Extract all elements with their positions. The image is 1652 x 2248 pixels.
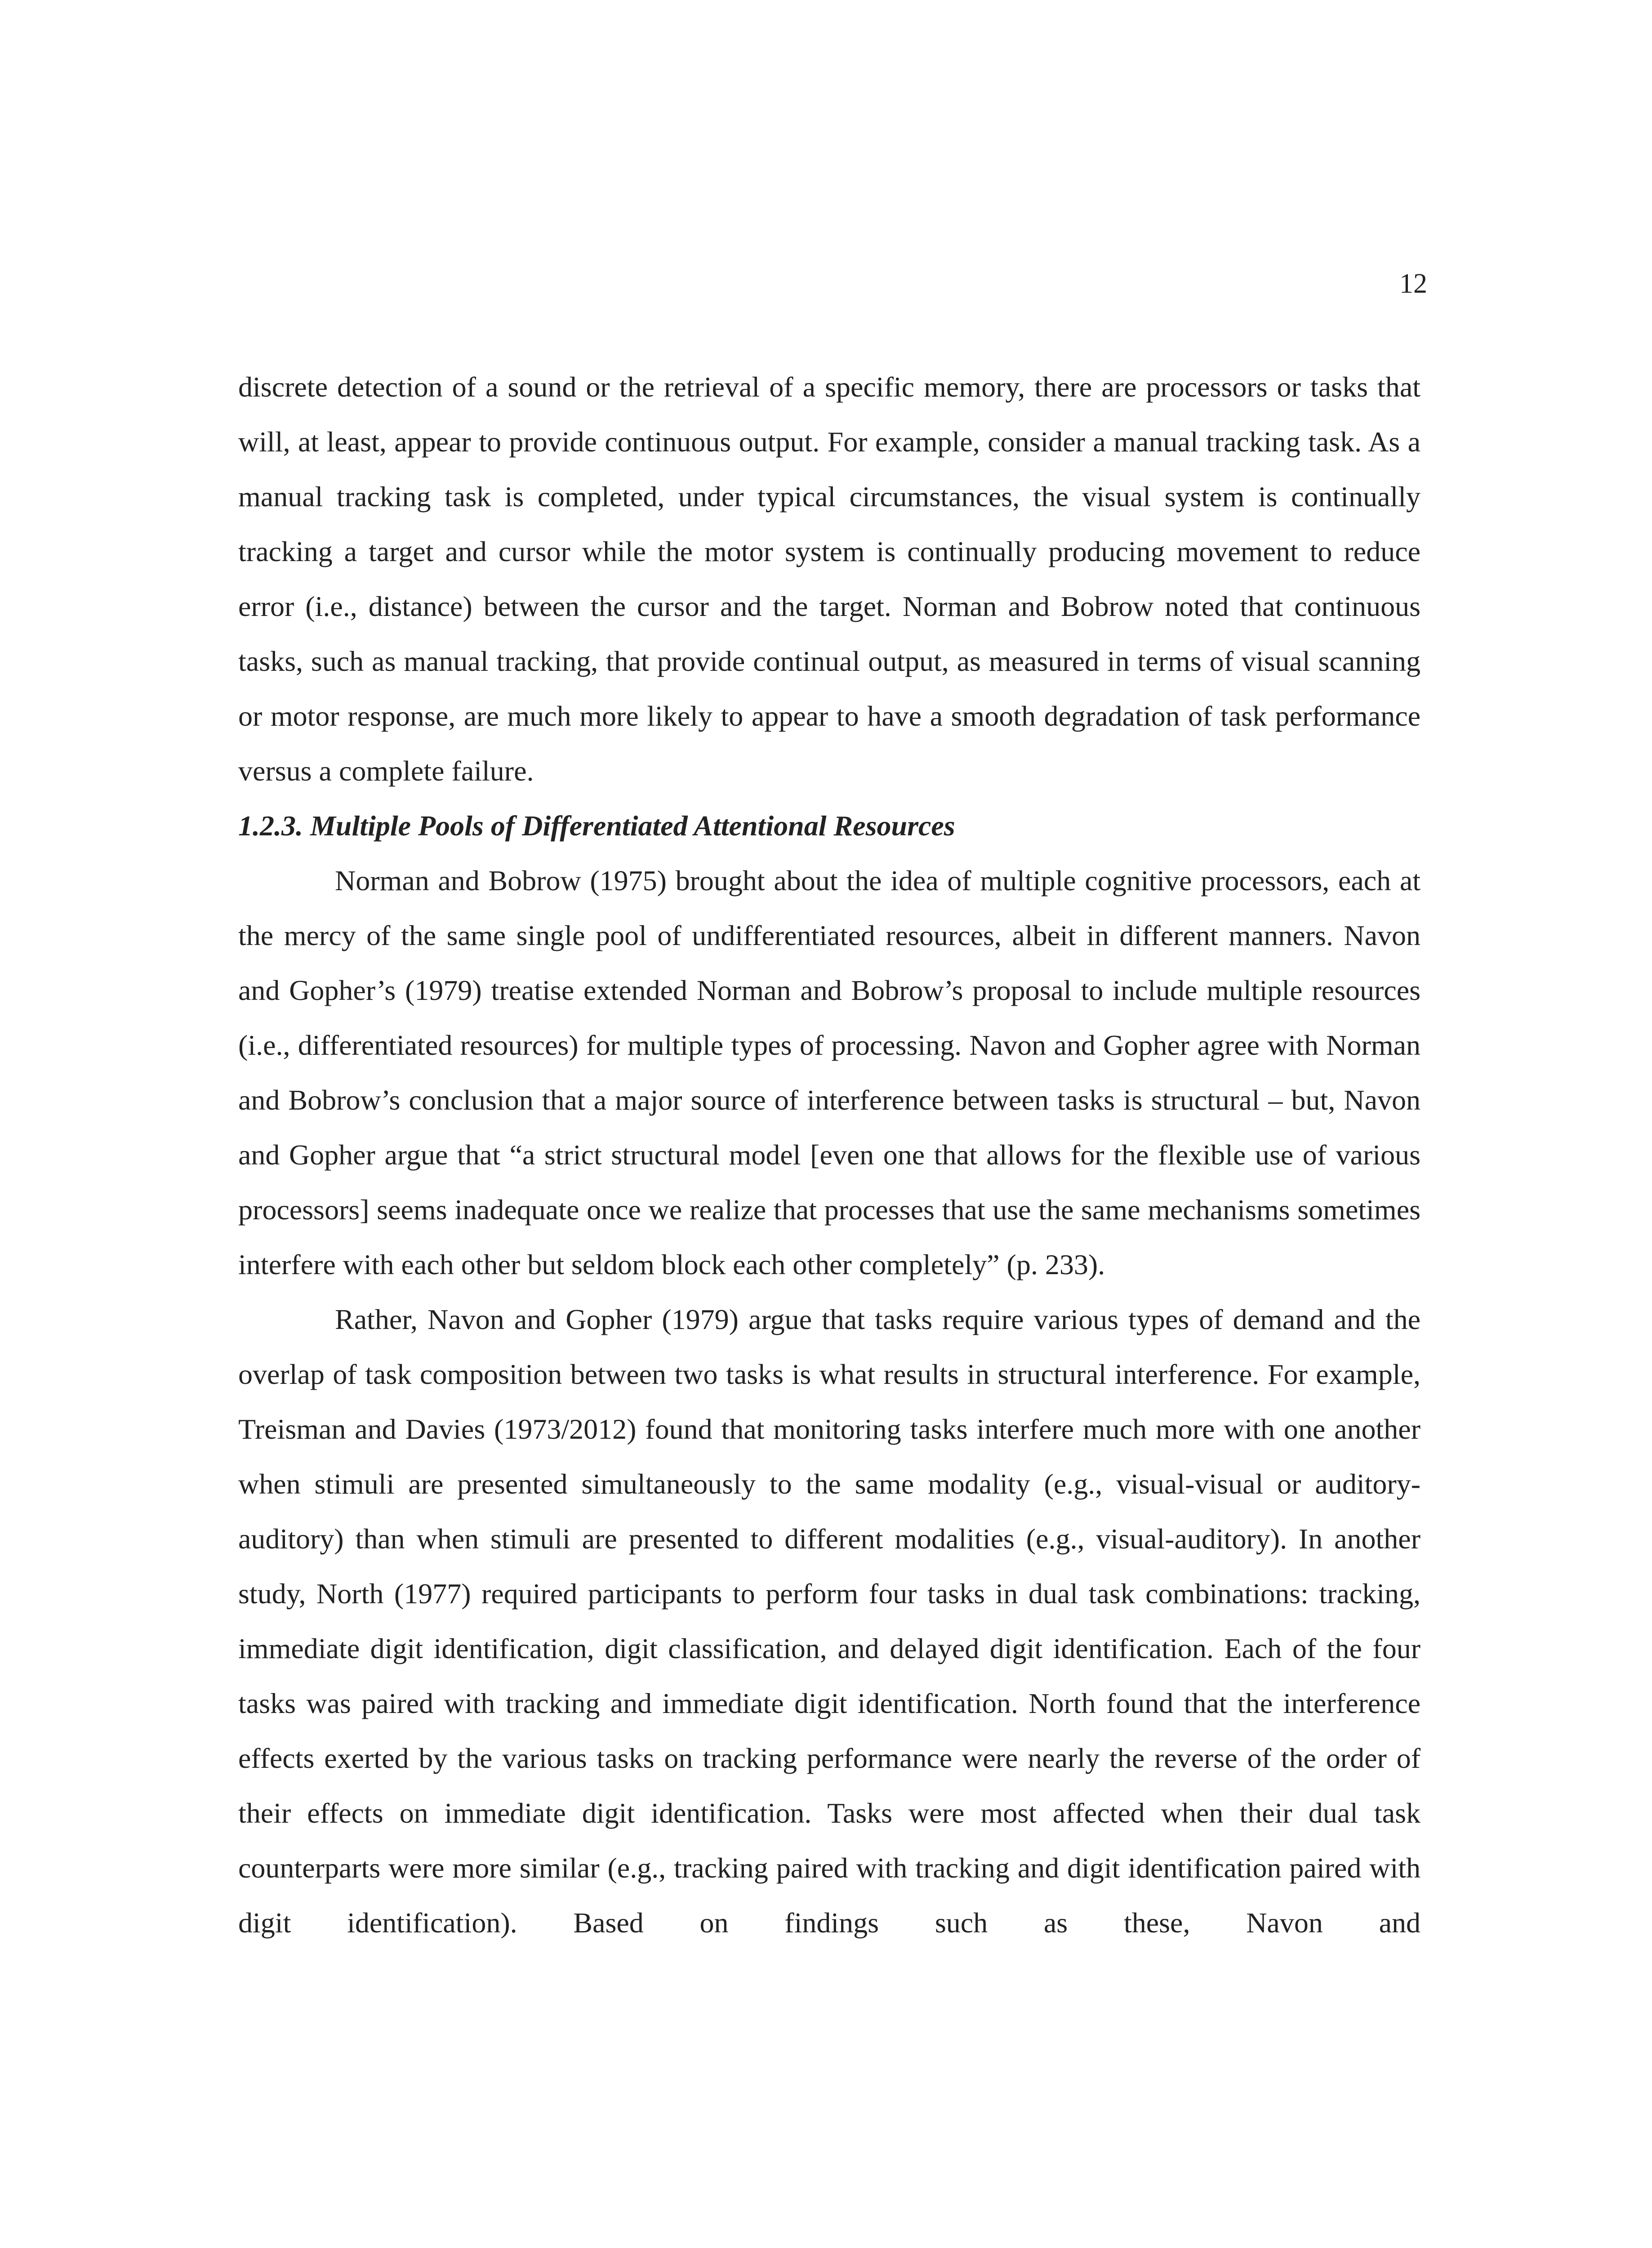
body-text bbox=[238, 360, 1420, 1950]
paragraph-norman-bobrow: Norman and Bobrow (1975) brought about the idea of multiple cognitive processors, each at the mercy of the same single pool of undifferentiated resources, albeit in different manners. Navon and Gopher’s (1979) treatise extended Norman and Bobrow’s proposal to include multiple resources (i.e., differentiated resources) for multiple types of processing. Navon and Gopher agree with Norman and Bobrow’s conclusion that a major source of interference between tasks is structural – but, Navon and Gopher argue that “a strict structural model [even one that allows for the flexible use of various processors] seems inadequate once we realize that processes that use the same mechanisms sometimes interfere with each other but seldom block each other completely” (p. 233). bbox=[238, 865, 1420, 1280]
page-number: 12 bbox=[1399, 268, 1427, 299]
paragraph-continued: discrete detection of a sound or the retrieval of a specific memory, there are processors or tasks that will, at least, appear to provide continuous output. For example, consider a manual tracking task. As a manual tracking task is completed, under typical circumstances, the visual system is continually tracking a target and cursor while the motor system is continually producing movement to reduce error (i.e., distance) between the cursor and the target. Norman and Bobrow noted that continuous tasks, such as manual tracking, that provide continual output, as measured in terms of visual scanning or motor response, are much more likely to appear to have a smooth degradation of task performance versus a complete failure. bbox=[238, 371, 1420, 787]
paragraph-navon-gopher: Rather, Navon and Gopher (1979) argue that tasks require various types of demand and the overlap of task composition between two tasks is what results in structural interference. For example, Treisman and Davies (1973/2012) found that monitoring tasks interfere much more with one another when stimuli are presented simultaneously to the same modality (e.g., visual-visual or auditory-auditory) than when stimuli are presented to different modalities (e.g., visual-auditory). In another study, North (1977) required participants to perform four tasks in dual task combinations: tracking, immediate digit identification, digit classification, and delayed digit identification. Each of the four tasks was paired with tracking and immediate digit identification. North found that the interference effects exerted by the various tasks on tracking performance were nearly the reverse of the order of their effects on immediate digit identification. Tasks were most affected when their dual task counterparts were more similar (e.g., tracking paired with tracking and digit identification paired with digit identification). Based on findings such as these, Navon and bbox=[238, 1303, 1420, 1939]
section-heading: 1.2.3. Multiple Pools of Differentiated Attentional Resources bbox=[238, 810, 955, 842]
